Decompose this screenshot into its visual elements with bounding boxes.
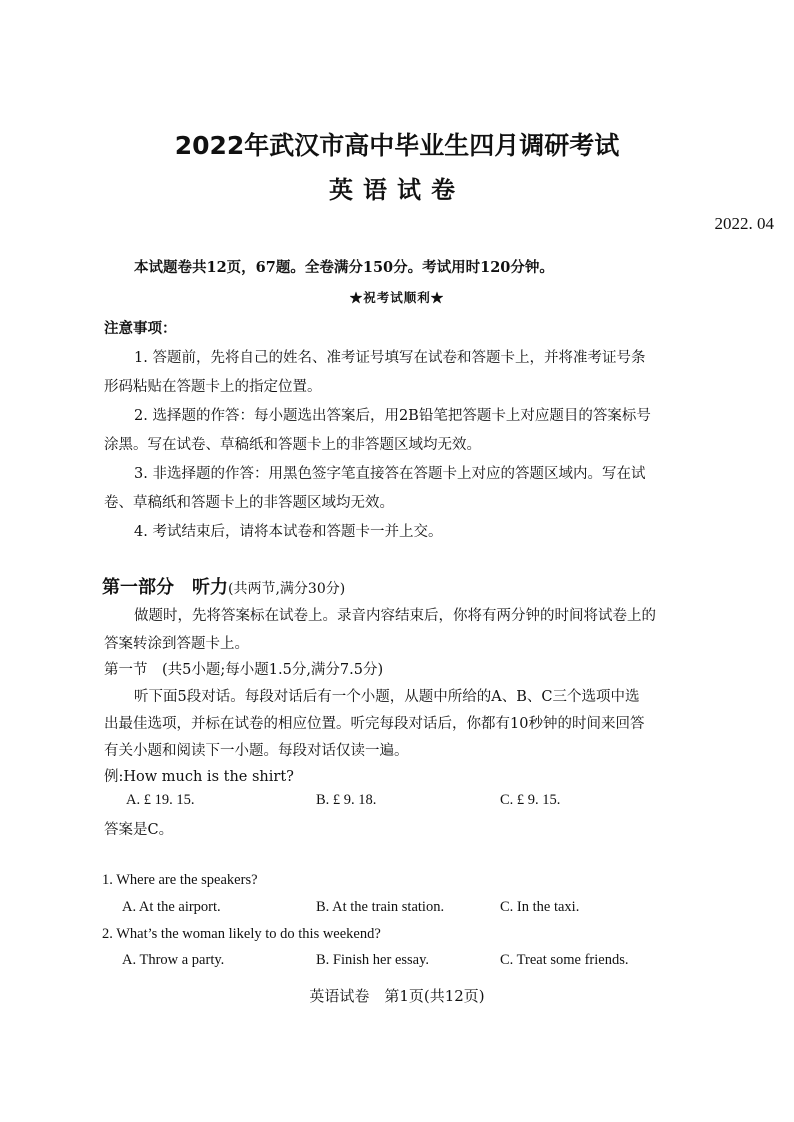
notice-item-1-line2: 形码粘贴在答题卡上的指定位置。 (104, 379, 322, 395)
example-option-b: B. £ 9. 18. (316, 792, 377, 808)
part1-heading-note: (共两节,满分30分) (228, 581, 346, 597)
part1-heading-text: 第一部分 听力 (102, 577, 228, 598)
exam-date: 2022. 04 (714, 214, 774, 233)
part1-instruction-line2: 答案转涂到答题卡上。 (104, 636, 249, 652)
question-2-option-c: C. Treat some friends. (500, 952, 629, 968)
notice-item-3-line1: 3. 非选择题的作答：用黑色签字笔直接答在答题卡上对应的答题区域内。写在试 (134, 466, 646, 482)
exam-intro: 本试题卷共12页，67题。全卷满分150分。考试用时120分钟。 (134, 259, 554, 276)
section1-line3: 有关小题和阅读下一小题。每段对话仅读一遍。 (104, 743, 409, 759)
notice-item-4-line1: 4. 考试结束后，请将本试卷和答题卡一并上交。 (134, 524, 443, 540)
question-1-option-b: B. At the train station. (316, 899, 445, 915)
example-question: 例:How much is the shirt? (104, 769, 294, 785)
page-footer: 英语试卷 第1页(共12页) (309, 987, 485, 1005)
example-answer: 答案是C。 (104, 822, 174, 838)
part1-instruction-line1: 做题时，先将答案标在试卷上。录音内容结束后，你将有两分钟的时间将试卷上的 (134, 608, 656, 624)
notice-item-2-line1: 2. 选择题的作答：每小题选出答案后，用2B铅笔把答题卡上对应题目的答案标号 (134, 408, 651, 424)
example-option-a: A. £ 19. 15. (126, 792, 195, 808)
notice-item-2-line2: 涂黑。写在试卷、草稿纸和答题卡上的非答题区域均无效。 (104, 437, 481, 453)
notice-item-1-line1: 1. 答题前，先将自己的姓名、准考证号填写在试卷和答题卡上，并将准考证号条 (134, 350, 646, 366)
part1-heading (102, 573, 345, 599)
question-2-option-a: A. Throw a party. (122, 952, 225, 968)
good-luck-banner: ★祝考试顺利★ (349, 290, 445, 305)
question-1-option-c: C. In the taxi. (500, 899, 580, 915)
question-1-option-a: A. At the airport. (122, 899, 221, 915)
question-1: 1. Where are the speakers? (102, 872, 258, 888)
exam-subtitle: 英语试卷 (329, 176, 465, 204)
notice-item-3-line2: 卷、草稿纸和答题卡上的非答题区域均无效。 (104, 495, 394, 511)
notice-title: 注意事项： (104, 320, 177, 337)
exam-title: 2022年武汉市高中毕业生四月调研考试 (174, 131, 620, 160)
section1-line2: 出最佳选项，并标在试卷的相应位置。听完每段对话后，你都有10秒钟的时间来回答 (104, 716, 645, 732)
section1-line1: 听下面5段对话。每段对话后有一个小题，从题中所给的A、B、C三个选项中选 (134, 689, 640, 705)
example-option-c: C. £ 9. 15. (500, 792, 561, 808)
question-2: 2. What’s the woman likely to do this weekend? (102, 926, 381, 942)
section1-heading: 第一节 (共5小题;每小题1.5分,满分7.5分) (104, 662, 384, 678)
question-2-option-b: B. Finish her essay. (316, 952, 430, 968)
